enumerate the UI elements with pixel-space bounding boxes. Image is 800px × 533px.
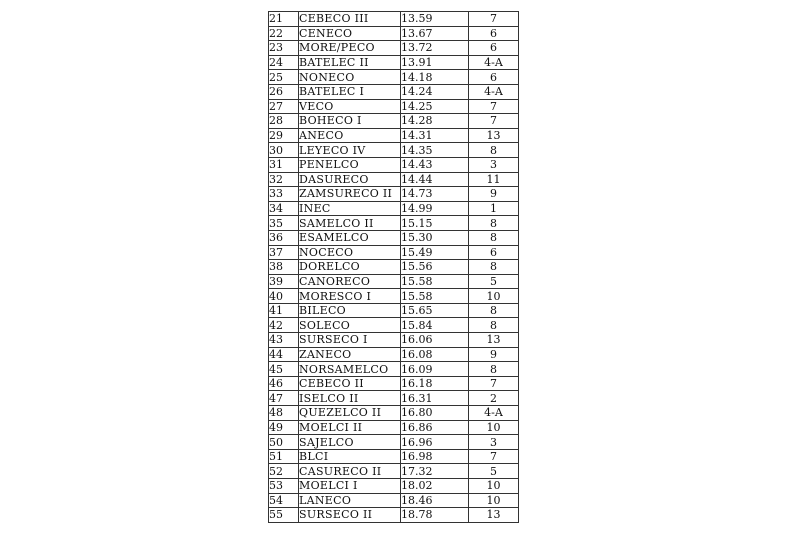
row-number-cell: 40	[269, 289, 299, 304]
cooperative-name-cell: NORSAMELCO	[299, 362, 401, 377]
row-number-cell: 25	[269, 70, 299, 85]
rate-cell: 16.98	[401, 449, 469, 464]
table-row	[269, 318, 519, 333]
cooperative-name-cell: CEBECO II	[299, 376, 401, 391]
rate-cell: 16.96	[401, 435, 469, 450]
table-row	[269, 245, 519, 260]
table-row	[269, 274, 519, 289]
region-cell: 10	[469, 479, 519, 494]
cooperative-name-cell: VECO	[299, 99, 401, 114]
region-cell: 7	[469, 99, 519, 114]
table-row	[269, 464, 519, 479]
rate-cell: 14.44	[401, 172, 469, 187]
table-row	[269, 172, 519, 187]
rate-cell: 15.58	[401, 274, 469, 289]
row-number-cell: 34	[269, 201, 299, 216]
table-row	[269, 99, 519, 114]
cooperative-name-cell: CASURECO II	[299, 464, 401, 479]
rate-cell: 18.78	[401, 508, 469, 523]
cooperative-name-cell: BATELEC II	[299, 55, 401, 70]
region-cell: 8	[469, 143, 519, 158]
region-cell: 8	[469, 260, 519, 275]
region-cell: 13	[469, 508, 519, 523]
region-cell: 13	[469, 333, 519, 348]
row-number-cell: 50	[269, 435, 299, 450]
cooperative-name-cell: LEYECO IV	[299, 143, 401, 158]
region-cell: 10	[469, 420, 519, 435]
rate-cell: 14.28	[401, 114, 469, 129]
region-cell: 3	[469, 157, 519, 172]
row-number-cell: 52	[269, 464, 299, 479]
cooperative-name-cell: MOELCI I	[299, 479, 401, 494]
region-cell: 4-A	[469, 84, 519, 99]
row-number-cell: 55	[269, 508, 299, 523]
region-cell: 5	[469, 274, 519, 289]
row-number-cell: 22	[269, 26, 299, 41]
cooperative-name-cell: INEC	[299, 201, 401, 216]
region-cell: 10	[469, 289, 519, 304]
rate-cell: 13.59	[401, 12, 469, 27]
row-number-cell: 29	[269, 128, 299, 143]
cooperative-rate-table	[268, 11, 519, 523]
region-cell: 1	[469, 201, 519, 216]
table-row	[269, 362, 519, 377]
table-row	[269, 26, 519, 41]
row-number-cell: 54	[269, 493, 299, 508]
row-number-cell: 43	[269, 333, 299, 348]
region-cell: 7	[469, 114, 519, 129]
table-row	[269, 187, 519, 202]
rate-cell: 16.86	[401, 420, 469, 435]
table-row	[269, 376, 519, 391]
region-cell: 8	[469, 216, 519, 231]
cooperative-name-cell: SOLECO	[299, 318, 401, 333]
cooperative-name-cell: CENECO	[299, 26, 401, 41]
table-row	[269, 406, 519, 421]
table-row	[269, 493, 519, 508]
region-cell: 6	[469, 26, 519, 41]
rate-cell: 18.02	[401, 479, 469, 494]
cooperative-name-cell: SURSECO II	[299, 508, 401, 523]
region-cell: 10	[469, 493, 519, 508]
table-row	[269, 128, 519, 143]
region-cell: 2	[469, 391, 519, 406]
table-row	[269, 230, 519, 245]
cooperative-name-cell: MOELCI II	[299, 420, 401, 435]
rate-cell: 18.46	[401, 493, 469, 508]
cooperative-name-cell: CANORECO	[299, 274, 401, 289]
region-cell: 7	[469, 376, 519, 391]
cooperative-name-cell: PENELCO	[299, 157, 401, 172]
region-cell: 9	[469, 187, 519, 202]
cooperative-name-cell: DASURECO	[299, 172, 401, 187]
rate-cell: 15.84	[401, 318, 469, 333]
table-row	[269, 157, 519, 172]
row-number-cell: 51	[269, 449, 299, 464]
table-row	[269, 55, 519, 70]
region-cell: 8	[469, 303, 519, 318]
rate-cell: 14.35	[401, 143, 469, 158]
region-cell: 8	[469, 230, 519, 245]
rate-cell: 14.73	[401, 187, 469, 202]
cooperative-name-cell: ANECO	[299, 128, 401, 143]
cooperative-name-cell: ZANECO	[299, 347, 401, 362]
cooperative-name-cell: MORESCO I	[299, 289, 401, 304]
cooperative-name-cell: NOCECO	[299, 245, 401, 260]
row-number-cell: 44	[269, 347, 299, 362]
cooperative-name-cell: NONECO	[299, 70, 401, 85]
cooperative-name-cell: CEBECO III	[299, 12, 401, 27]
cooperative-name-cell: ZAMSURECO II	[299, 187, 401, 202]
table-row	[269, 303, 519, 318]
cooperative-name-cell: DORELCO	[299, 260, 401, 275]
region-cell: 8	[469, 318, 519, 333]
table-row	[269, 479, 519, 494]
row-number-cell: 24	[269, 55, 299, 70]
cooperative-name-cell: SAMELCO II	[299, 216, 401, 231]
rate-cell: 16.18	[401, 376, 469, 391]
region-cell: 6	[469, 70, 519, 85]
table-row	[269, 70, 519, 85]
cooperative-name-cell: BILECO	[299, 303, 401, 318]
cooperative-name-cell: ESAMELCO	[299, 230, 401, 245]
rate-cell: 16.06	[401, 333, 469, 348]
rate-cell: 14.18	[401, 70, 469, 85]
region-cell: 7	[469, 12, 519, 27]
cooperative-name-cell: SAJELCO	[299, 435, 401, 450]
row-number-cell: 49	[269, 420, 299, 435]
table-row	[269, 201, 519, 216]
table-row	[269, 347, 519, 362]
row-number-cell: 48	[269, 406, 299, 421]
rate-cell: 13.67	[401, 26, 469, 41]
rate-cell: 14.43	[401, 157, 469, 172]
table-body	[269, 12, 519, 523]
rate-cell: 15.15	[401, 216, 469, 231]
row-number-cell: 37	[269, 245, 299, 260]
row-number-cell: 26	[269, 84, 299, 99]
rate-cell: 13.72	[401, 41, 469, 56]
region-cell: 9	[469, 347, 519, 362]
table-row	[269, 41, 519, 56]
rate-cell: 16.09	[401, 362, 469, 377]
table-row	[269, 12, 519, 27]
region-cell: 4-A	[469, 55, 519, 70]
row-number-cell: 35	[269, 216, 299, 231]
row-number-cell: 21	[269, 12, 299, 27]
row-number-cell: 31	[269, 157, 299, 172]
table-row	[269, 333, 519, 348]
row-number-cell: 27	[269, 99, 299, 114]
region-cell: 4-A	[469, 406, 519, 421]
row-number-cell: 46	[269, 376, 299, 391]
table-row	[269, 449, 519, 464]
rate-cell: 15.56	[401, 260, 469, 275]
cooperative-name-cell: BLCI	[299, 449, 401, 464]
cooperative-name-cell: ISELCO II	[299, 391, 401, 406]
table-row	[269, 143, 519, 158]
row-number-cell: 41	[269, 303, 299, 318]
cooperative-name-cell: MORE/PECO	[299, 41, 401, 56]
row-number-cell: 39	[269, 274, 299, 289]
row-number-cell: 45	[269, 362, 299, 377]
table-row	[269, 260, 519, 275]
region-cell: 6	[469, 245, 519, 260]
row-number-cell: 38	[269, 260, 299, 275]
table-row	[269, 391, 519, 406]
rate-cell: 16.08	[401, 347, 469, 362]
rate-cell: 15.58	[401, 289, 469, 304]
region-cell: 5	[469, 464, 519, 479]
table-row	[269, 84, 519, 99]
cooperative-name-cell: BOHECO I	[299, 114, 401, 129]
table-row	[269, 216, 519, 231]
cooperative-name-cell: BATELEC I	[299, 84, 401, 99]
rate-cell: 14.99	[401, 201, 469, 216]
rate-cell: 16.80	[401, 406, 469, 421]
table-row	[269, 289, 519, 304]
rate-cell: 15.49	[401, 245, 469, 260]
region-cell: 6	[469, 41, 519, 56]
table-row	[269, 420, 519, 435]
row-number-cell: 23	[269, 41, 299, 56]
rate-cell: 17.32	[401, 464, 469, 479]
table-row	[269, 508, 519, 523]
rate-cell: 14.25	[401, 99, 469, 114]
cooperative-name-cell: SURSECO I	[299, 333, 401, 348]
rate-cell: 13.91	[401, 55, 469, 70]
rate-cell: 14.31	[401, 128, 469, 143]
row-number-cell: 32	[269, 172, 299, 187]
rate-cell: 15.30	[401, 230, 469, 245]
row-number-cell: 53	[269, 479, 299, 494]
cooperative-name-cell: LANECO	[299, 493, 401, 508]
region-cell: 7	[469, 449, 519, 464]
rate-cell: 14.24	[401, 84, 469, 99]
region-cell: 11	[469, 172, 519, 187]
row-number-cell: 42	[269, 318, 299, 333]
region-cell: 3	[469, 435, 519, 450]
cooperative-name-cell: QUEZELCO II	[299, 406, 401, 421]
table-row	[269, 114, 519, 129]
table-row	[269, 435, 519, 450]
row-number-cell: 47	[269, 391, 299, 406]
region-cell: 13	[469, 128, 519, 143]
row-number-cell: 30	[269, 143, 299, 158]
row-number-cell: 36	[269, 230, 299, 245]
row-number-cell: 28	[269, 114, 299, 129]
region-cell: 8	[469, 362, 519, 377]
rate-cell: 16.31	[401, 391, 469, 406]
row-number-cell: 33	[269, 187, 299, 202]
rate-cell: 15.65	[401, 303, 469, 318]
